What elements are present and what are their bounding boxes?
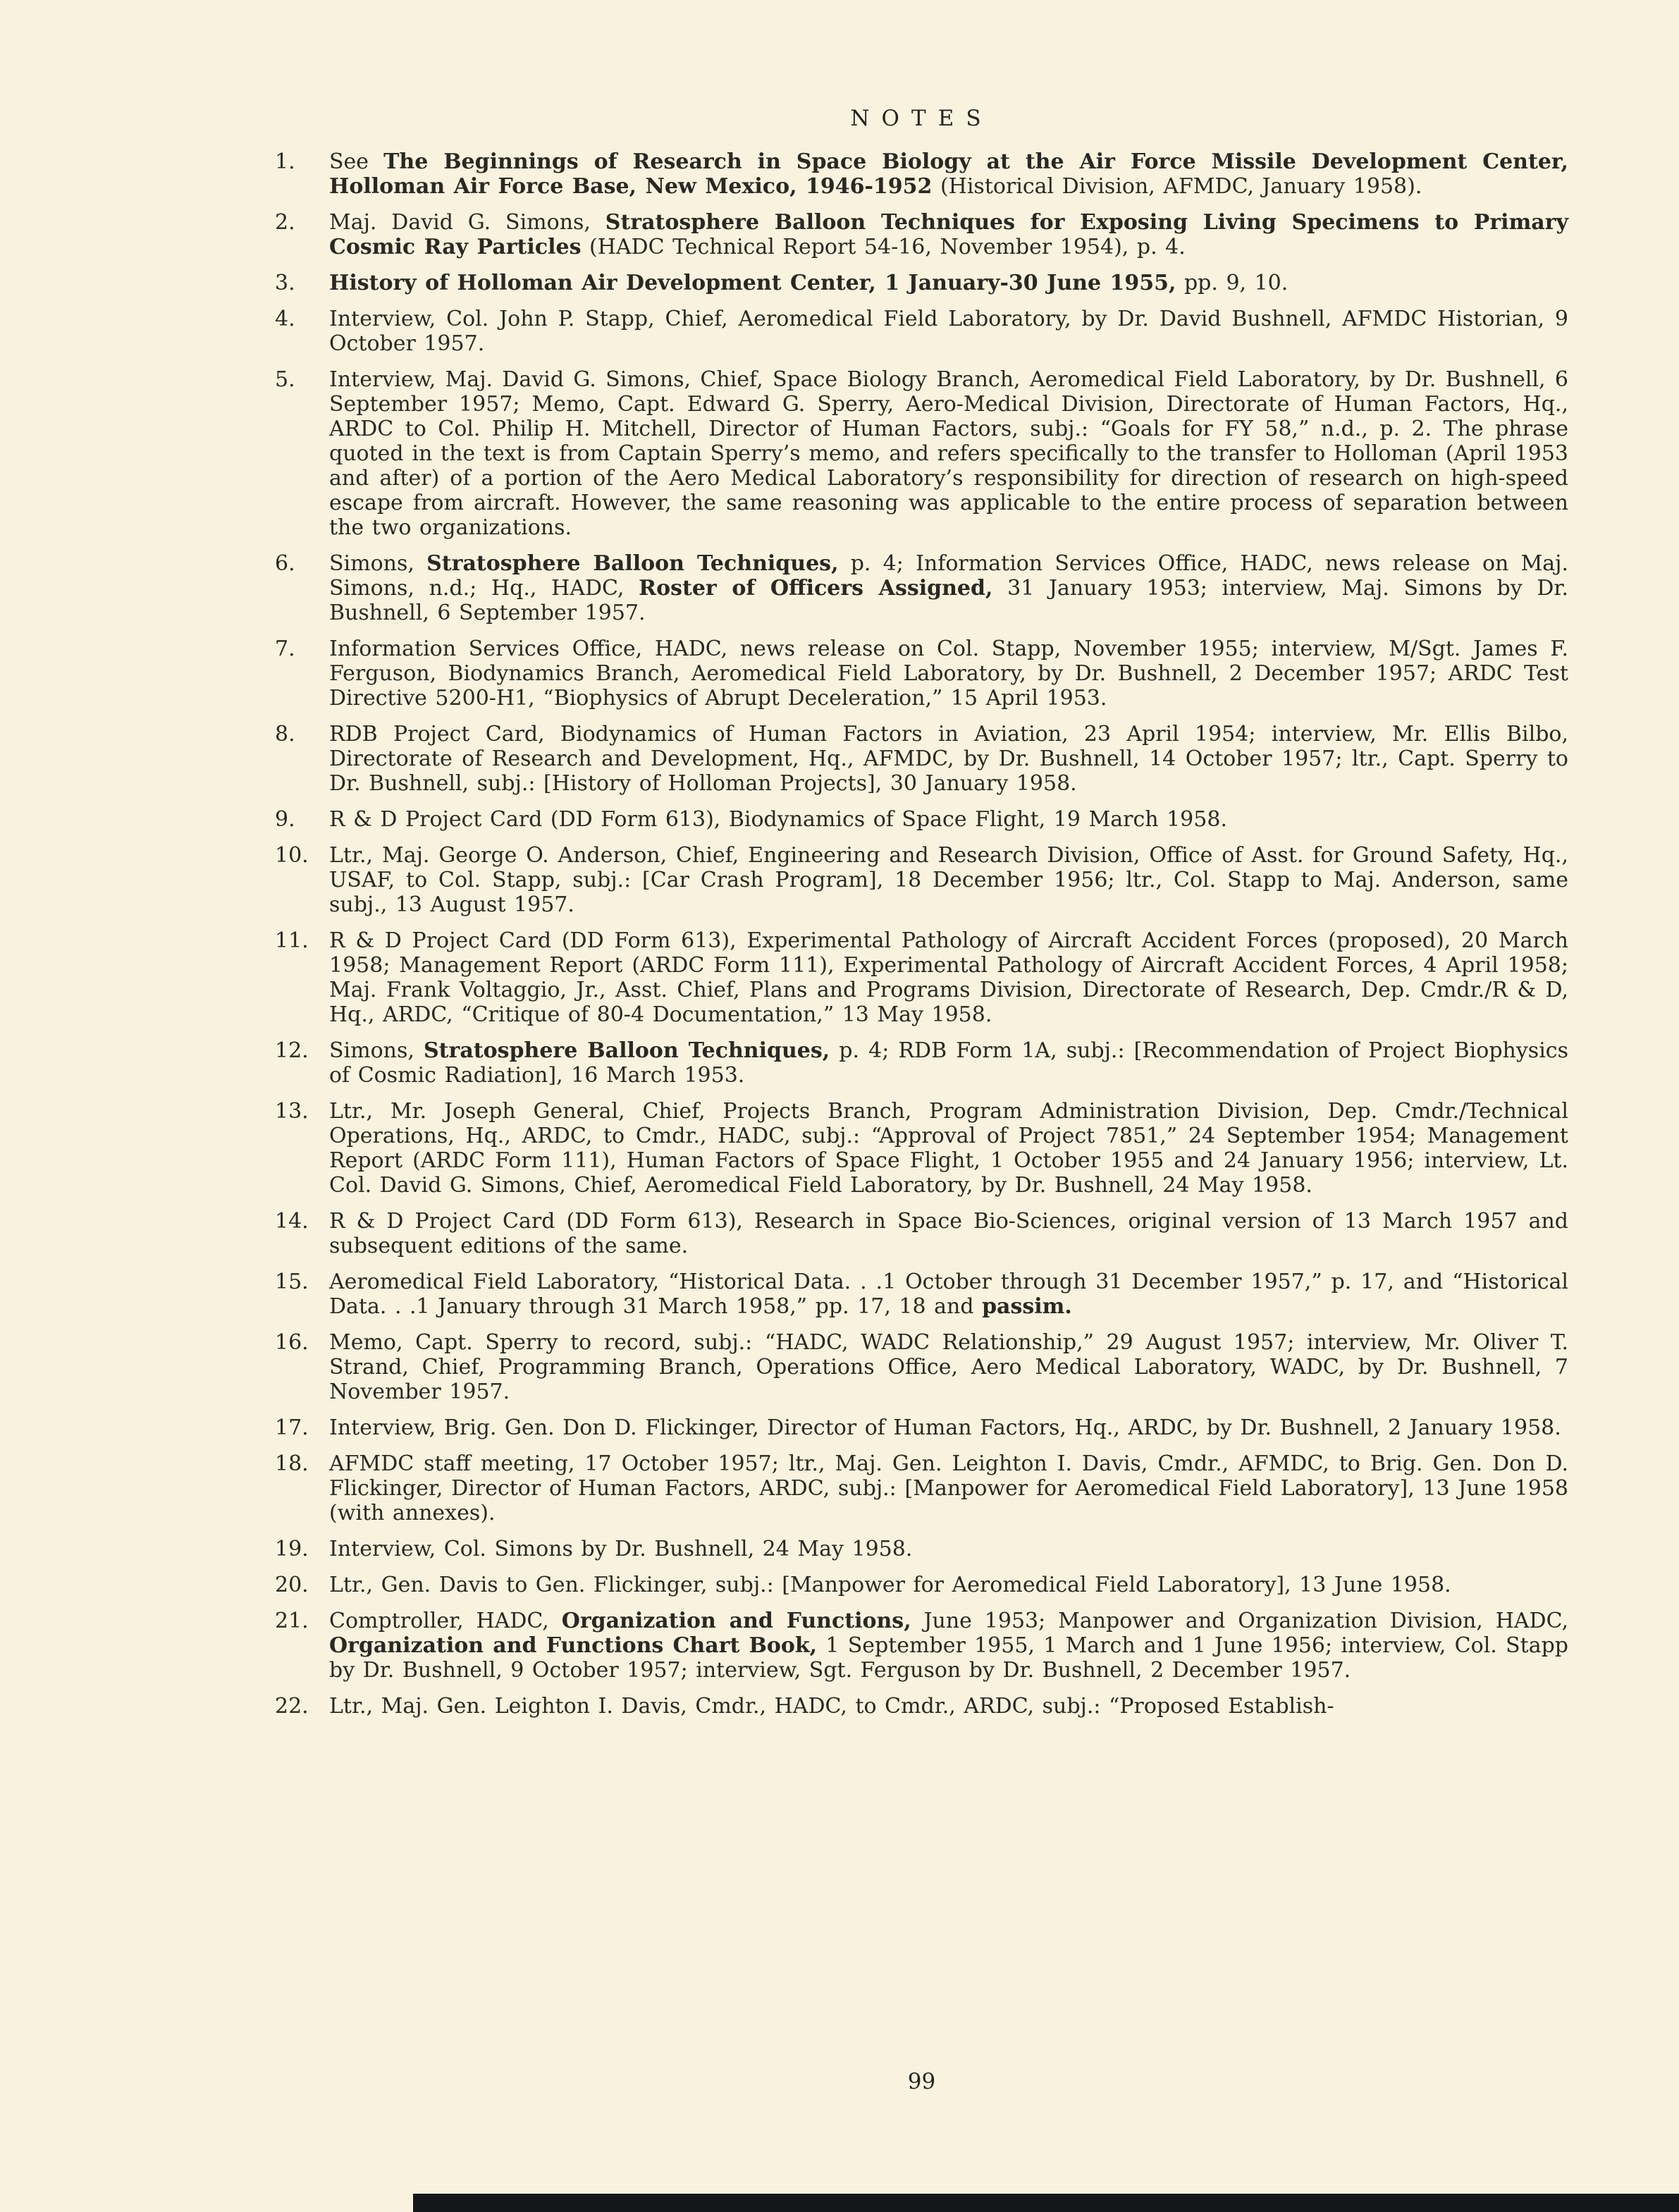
note-text (329, 1330, 1568, 1404)
note-item (275, 1451, 1568, 1525)
note-text (329, 928, 1568, 1027)
note-text-segment: Interview, Maj. David G. Simons, Chief, Space Biology Branch, Aeromedical Field Laboratory, by Dr. Bushnell, 6 September 1957; Memo, Capt. Edward G. Sperry, Aero-Medical Division, Directorate of Human Factors, Hq., ARDC to Col. Philip H. Mitchell, Director of Human Factors, subj.: “Goals for FY 58,” n.d., p. 2. The phrase quoted in the text is from Captain Sperry’s memo, and refers specifically to the transfer to Holloman (April 1953 and after) of a portion of the Aero Medical Laboratory’s responsibility for direction of research on high-speed escape from aircraft. However, the same reasoning was applicable to the entire process of separation between the two organizations. (329, 367, 1568, 540)
note-item (275, 210, 1568, 259)
note-number: 8. (275, 722, 295, 746)
note-text-segment: Information Services Office, HADC, news release on Col. Stapp, November 1955; interview, M/Sgt. James F. Ferguson, Biodynamics Branch, Aeromedical Field Laboratory, by Dr. Bushnell, 2 December 1957; ARDC Test Directive 5200-H1, “Biophysics of Abrupt Deceleration,” 15 April 1953. (329, 637, 1568, 711)
note-text-segment: Simons, (329, 1038, 424, 1063)
note-item (275, 1099, 1568, 1198)
note-text (329, 1038, 1568, 1088)
note-number: 22. (275, 1694, 309, 1719)
note-text (329, 807, 1568, 832)
note-item (275, 271, 1568, 295)
note-number: 1. (275, 149, 295, 174)
note-item (275, 551, 1568, 625)
note-text (329, 551, 1568, 625)
note-text-segment: See (329, 149, 384, 174)
note-text-bold-segment: History of Holloman Air Development Center, 1 January-30 June 1955, (329, 271, 1176, 295)
note-text (329, 1573, 1568, 1597)
note-text-segment: Simons, (329, 551, 427, 576)
note-item (275, 149, 1568, 199)
note-text (329, 1270, 1568, 1319)
notes-list (275, 149, 1568, 1730)
note-number: 6. (275, 551, 295, 576)
note-number: 7. (275, 637, 295, 661)
note-number: 14. (275, 1209, 309, 1234)
note-text-segment: Interview, Brig. Gen. Don D. Flickinger, Director of Human Factors, Hq., ARDC, by Dr. Bushnell, 2 January 1958. (329, 1415, 1561, 1440)
note-item (275, 1609, 1568, 1683)
note-text-bold-segment: Organization and Functions, (561, 1609, 911, 1633)
note-text-bold-segment: Stratosphere Balloon Techniques for Exposing Living Specimens to Primary Cosmic Ray Particles (329, 210, 1568, 259)
page-title: NOTES (850, 106, 993, 131)
note-text (329, 1415, 1568, 1440)
note-text (329, 843, 1568, 917)
note-number: 3. (275, 271, 295, 295)
note-number: 5. (275, 367, 295, 392)
note-text-bold-segment: Organization and Functions Chart Book, (329, 1633, 818, 1658)
note-text (329, 271, 1568, 295)
note-number: 15. (275, 1270, 309, 1294)
note-text-bold-segment: Stratosphere Balloon Techniques, (424, 1038, 830, 1063)
note-number: 21. (275, 1609, 309, 1633)
note-number: 12. (275, 1038, 309, 1063)
note-text-segment: Ltr., Mr. Joseph General, Chief, Projects Branch, Program Administration Division, Dep. Cmdr./Technical Operations, Hq., ARDC, to Cmdr., HADC, subj.: “Approval of Project 7851,” 24 September 1954; Management Report (ARDC Form 111), Human Factors of Space Flight, 1 October 1955 and 24 January 1956; interview, Lt. Col. David G. Simons, Chief, Aeromedical Field Laboratory, by Dr. Bushnell, 24 May 1958. (329, 1099, 1568, 1198)
note-text-segment: R & D Project Card (DD Form 613), Experimental Pathology of Aircraft Accident Forces (proposed), 20 March 1958; Management Report (ARDC Form 111), Experimental Pathology of Aircraft Accident Forces, 4 April 1958; Maj. Frank Voltaggio, Jr., Asst. Chief, Plans and Programs Division, Directorate of Research, Dep. Cmdr./R & D, Hq., ARDC, “Critique of 80-4 Documentation,” 13 May 1958. (329, 928, 1568, 1027)
note-text-segment: 31 January 1953; interview, Maj. Simons by Dr. Bushnell, 6 September 1957. (329, 576, 1569, 625)
note-number: 10. (275, 843, 309, 868)
note-number: 17. (275, 1415, 309, 1440)
note-item (275, 1573, 1568, 1597)
note-text-segment: Aeromedical Field Laboratory, “Historical Data. . .1 October through 31 December 1957,” p. 17, and “Historical Data. . .1 January through 31 March 1958,” pp. 17, 18 and (329, 1270, 1568, 1319)
note-item (275, 1415, 1568, 1440)
note-item (275, 367, 1568, 540)
note-number: 11. (275, 928, 309, 953)
note-text (329, 722, 1568, 796)
note-text (329, 367, 1568, 540)
note-number: 16. (275, 1330, 309, 1355)
note-text-segment: pp. 9, 10. (1176, 271, 1289, 295)
note-item (275, 1694, 1568, 1719)
note-text (329, 1694, 1568, 1719)
note-text-segment: RDB Project Card, Biodynamics of Human Factors in Aviation, 23 April 1954; interview, Mr. Ellis Bilbo, Directorate of Research and Development, Hq., AFMDC, by Dr. Bushnell, 14 October 1957; ltr., Capt. Sperry to Dr. Bushnell, subj.: [History of Holloman Projects], 30 January 1958. (329, 722, 1568, 796)
note-text-segment: Ltr., Maj. Gen. Leighton I. Davis, Cmdr., HADC, to Cmdr., ARDC, subj.: “Proposed Establish- (329, 1694, 1334, 1719)
note-text-segment: 1 September 1955, 1 March and 1 June 1956; interview, Col. Stapp by Dr. Bushnell, 9 October 1957; interview, Sgt. Ferguson by Dr. Bushnell, 2 December 1957. (329, 1633, 1568, 1683)
note-item (275, 928, 1568, 1027)
note-item (275, 1270, 1568, 1319)
note-text-segment: Ltr., Gen. Davis to Gen. Flickinger, subj.: [Manpower for Aeromedical Field Laboratory], 13 June 1958. (329, 1573, 1451, 1597)
note-text-segment: June 1953; Manpower and Organization Division, HADC, (911, 1609, 1568, 1633)
note-text (329, 1537, 1568, 1561)
note-text-segment: R & D Project Card (DD Form 613), Biodynamics of Space Flight, 19 March 1958. (329, 807, 1227, 832)
note-text (329, 637, 1568, 711)
note-text (329, 149, 1568, 199)
page-number: 99 (907, 2069, 936, 2094)
note-number: 18. (275, 1451, 309, 1476)
note-text (329, 307, 1568, 356)
note-text-bold-segment: Stratosphere Balloon Techniques, (426, 551, 839, 576)
note-text-segment: Interview, Col. John P. Stapp, Chief, Aeromedical Field Laboratory, by Dr. David Bushnell, AFMDC Historian, 9 October 1957. (329, 307, 1568, 356)
note-number: 4. (275, 307, 295, 331)
note-item (275, 1209, 1568, 1258)
note-text-segment: (HADC Technical Report 54-16, November 1954), p. 4. (581, 235, 1186, 259)
note-text (329, 210, 1568, 259)
note-item (275, 843, 1568, 917)
note-text-segment: p. 4; RDB Form 1A, subj.: [Recommendation of Project Biophysics of Cosmic Radiation], 16 March 1953. (329, 1038, 1568, 1088)
note-text-bold-segment: passim. (982, 1294, 1072, 1319)
note-text-segment: Memo, Capt. Sperry to record, subj.: “HADC, WADC Relationship,” 29 August 1957; interview, Mr. Oliver T. Strand, Chief, Programming Branch, Operations Office, Aero Medical Laboratory, WADC, by Dr. Bushnell, 7 November 1957. (329, 1330, 1568, 1404)
note-item (275, 307, 1568, 356)
note-text-bold-segment: The Beginnings of Research in Space Biology at the Air Force Missile Development Center, Holloman Air Force Base, New Mexico, 1946-1952 (329, 149, 1568, 199)
note-text-segment: (Historical Division, AFMDC, January 1958). (932, 174, 1422, 199)
note-text-bold-segment: Roster of Officers Assigned, (639, 576, 993, 601)
note-item (275, 637, 1568, 711)
note-item (275, 722, 1568, 796)
note-number: 13. (275, 1099, 309, 1124)
scan-artifact-bar (413, 2194, 1679, 2212)
note-text (329, 1209, 1568, 1258)
note-number: 9. (275, 807, 295, 832)
note-item (275, 1537, 1568, 1561)
note-text-segment: Maj. David G. Simons, (329, 210, 605, 235)
note-text-segment: Comptroller, HADC, (329, 1609, 562, 1633)
note-text-segment: AFMDC staff meeting, 17 October 1957; ltr., Maj. Gen. Leighton I. Davis, Cmdr., AFMDC, to Brig. Gen. Don D. Flickinger, Director of Human Factors, ARDC, subj.: [Manpower for Aeromedical Field Laboratory], 13 June 1958 (with annexes). (329, 1451, 1568, 1525)
note-item (275, 1330, 1568, 1404)
note-number: 2. (275, 210, 295, 235)
note-text-segment: Interview, Col. Simons by Dr. Bushnell, 24 May 1958. (329, 1537, 913, 1561)
note-item (275, 807, 1568, 832)
note-text-segment: Ltr., Maj. George O. Anderson, Chief, Engineering and Research Division, Office of Asst. for Ground Safety, Hq., USAF, to Col. Stapp, subj.: [Car Crash Program], 18 December 1956; ltr., Col. Stapp to Maj. Anderson, same subj., 13 August 1957. (329, 843, 1568, 917)
note-text (329, 1451, 1568, 1525)
note-text (329, 1099, 1568, 1198)
note-text (329, 1609, 1568, 1683)
note-number: 20. (275, 1573, 309, 1597)
note-text-segment: p. 4; Information Services Office, HADC, news release on Maj. Simons, n.d.; Hq., HADC, (329, 551, 1569, 601)
note-text-segment: R & D Project Card (DD Form 613), Research in Space Bio-Sciences, original version of 13 March 1957 and subsequent editions of the same. (329, 1209, 1568, 1258)
note-number: 19. (275, 1537, 309, 1561)
note-item (275, 1038, 1568, 1088)
